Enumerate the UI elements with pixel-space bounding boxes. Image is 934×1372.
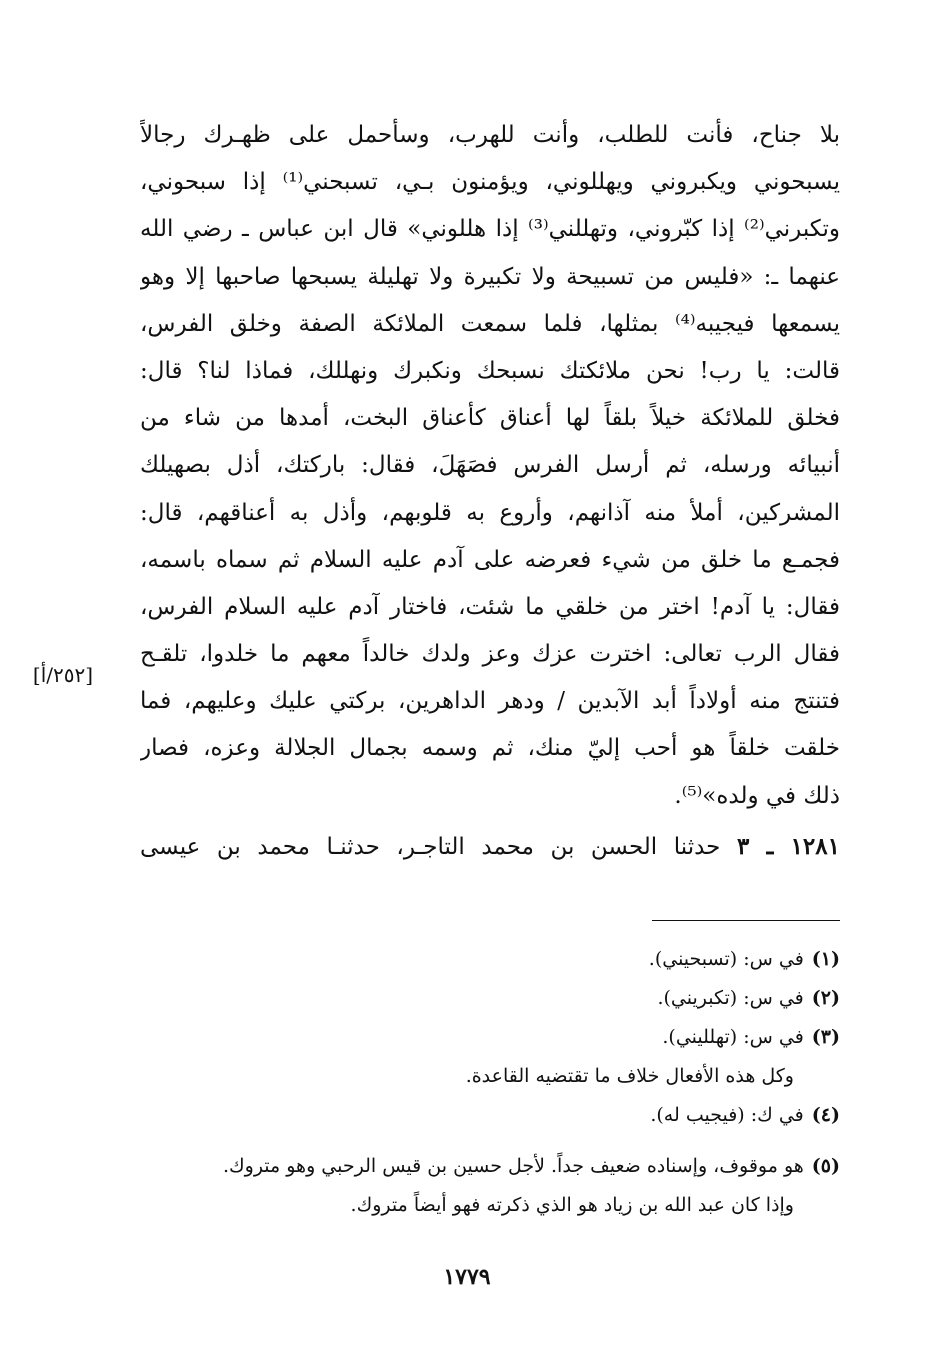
- footnote-text: هو موقوف، وإسناده ضعيف جداً. لأجل حسين بن قيس الرحبي وهو متروك.: [222, 1155, 804, 1177]
- hadith-number: ١٢٨١ ـ ٣: [736, 833, 840, 860]
- text-line-last: ذلك في ولده»⁽⁵⁾.: [674, 782, 840, 809]
- footnote-continuation: وكل هذه الأفعال خلاف ما تقتضيه القاعدة.: [465, 1065, 794, 1087]
- main-text: [140, 112, 840, 820]
- footnote-number: (١): [811, 948, 840, 970]
- text-line: خلقت خلقاً هو أحب إليّ منك، ثم وسمه بجمال الجلالة وعزه، فصار: [140, 735, 840, 762]
- page-number: ١٧٧٩: [443, 1264, 491, 1290]
- footnote: [140, 1147, 840, 1186]
- text-line: فجمـع ما خلق من شيء فعرضه على آدم عليه السلام ثم سماه باسمه،: [140, 546, 840, 573]
- footnote-text: في س: (تسبحيني).: [648, 948, 804, 970]
- footnotes: [140, 940, 840, 1225]
- text-line: يسمعها فيجيبه⁽⁴⁾ بمثلها، فلما سمعت الملائكة الصفة وخلق الفرس،: [140, 310, 840, 337]
- text-line: عنهما ـ: «فليس من تسبيحة ولا تكبيرة ولا تهليلة يسبحها صاحبها إلا وهو: [140, 263, 840, 290]
- footnote: [140, 1096, 840, 1135]
- text-line: فقال الرب تعالى: اخترت عزك وعز ولدك خالداً معهم ما خلدوا، تلقـح: [140, 641, 840, 668]
- text-line: وتكبرني⁽²⁾ إذا كبّروني، وتهللني⁽³⁾ إذا هللوني» قال ابن عباس ـ رضي الله: [140, 216, 840, 243]
- text-line: يسبحوني ويكبروني ويهللوني، ويؤمنون بـي، تسبحني⁽¹⁾ إذا سبحوني،: [140, 169, 840, 196]
- footnote-number: (٥): [811, 1155, 840, 1177]
- text-line: المشركين، أملأ منه آذانهم، وأروع به قلوبهم، وأذل به أعناقهم، قال:: [140, 499, 840, 526]
- text-line: فخلق للملائكة خيلاً بلقاً لها أعناق كأعناق البخت، أمدها من شاء من: [140, 405, 840, 432]
- text-line: فقال: يا آدم! اختر من خلقي ما شئت، فاختار آدم عليه السلام الفرس،: [140, 593, 840, 620]
- text-line: فتنتج منه أولاداً أبد الآبدين / ودهر الداهرين، بركتي عليك وعليهم، فما: [140, 688, 840, 715]
- footnote-text: في ك: (فيجيب له).: [650, 1104, 804, 1126]
- footnote: [140, 1018, 840, 1057]
- hadith-chain-text: حدثنا الحسن بن محمد التاجـر، حدثنـا محمد بن عيسى: [140, 834, 721, 860]
- footnote-number: (٤): [811, 1104, 840, 1126]
- manuscript-folio-reference: [٢٥٢/أ]: [32, 663, 94, 687]
- footnote-text: في س: (تهلليني).: [662, 1026, 804, 1048]
- footnote-text: في س: (تكبريني).: [657, 987, 804, 1009]
- footnote: [140, 940, 840, 979]
- footnote-number: (٢): [811, 987, 840, 1009]
- footnote: [140, 979, 840, 1018]
- text-line: أنبيائه ورسله، ثم أرسل الفرس فصَهَلَ، فقال: باركتك، أذل بصهيلك: [140, 452, 840, 479]
- text-line: بلا جناح، فأنت للطلب، وأنت للهرب، وسأحمل على ظهـرك رجالاً: [140, 122, 840, 148]
- footnote-divider: [652, 920, 840, 921]
- hadith-heading: [140, 822, 840, 872]
- footnote-continuation: وإذا كان عبد الله بن زياد هو الذي ذكرته فهو أيضاً متروك.: [350, 1194, 794, 1216]
- footnote-number: (٣): [811, 1026, 840, 1048]
- text-line: قالت: يا رب! نحن ملائكتك نسبحك ونكبرك ونهللك، فماذا لنا؟ قال:: [140, 357, 840, 384]
